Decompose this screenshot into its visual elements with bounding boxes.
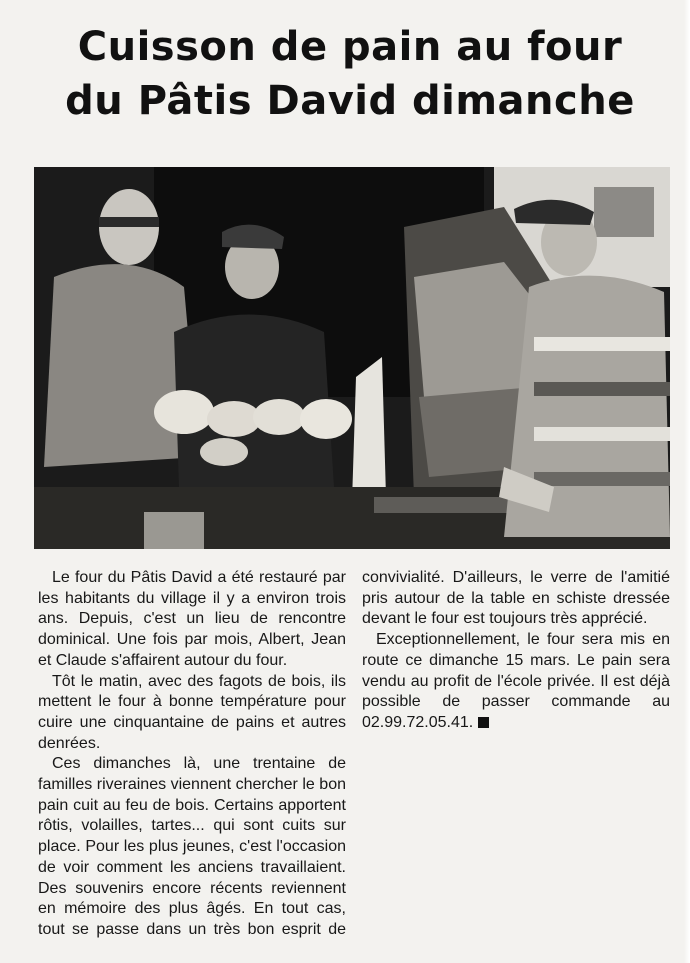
headline xyxy=(20,20,680,128)
headline-line-1: Cuisson de pain au four xyxy=(77,24,623,70)
article-photo xyxy=(34,167,670,549)
photo-illustration xyxy=(34,167,670,549)
paragraph-4 xyxy=(362,630,670,734)
article-body xyxy=(38,568,670,958)
paragraph-3: Ces dimanches là, une trentaine de familles riveraines viennent chercher le bon pain cuit au feu de bois. Certains apportent rôtis, volailles, tartes... qui sont cuits sur place. Pour les plus jeunes, c'est l'occasion de voir comment les anciens travaillaient. Des souvenirs encore récents reviennent en mémoire des plus âgés. En tout cas, tout se passe dans un très bon esprit de convivialité. D'ailleurs, le verre de l'amitié pris autour de la table en schiste dressée devant le four est toujours très apprécié. xyxy=(38,569,670,938)
paragraph-1: Le four du Pâtis David a été restauré par les habitants du village il y a environ trois ans. Depuis, c'est un lieu de rencontre dominical. Une fois par mois, Albert, Jean et Claude s'affairent autour du four. xyxy=(38,569,346,669)
headline-line-2: du Pâtis David dimanche xyxy=(65,78,635,124)
paper-edge xyxy=(684,0,690,963)
end-mark-icon xyxy=(478,717,489,728)
paragraph-4-text: Exceptionnellement, le four sera mis en route ce dimanche 15 mars. Le pain sera vendu au profit de l'école privée. Il est déjà possible de passer commande au 02.99.72.05.41. xyxy=(362,631,670,731)
paragraph-2: Tôt le matin, avec des fagots de bois, ils mettent le four à bonne température pour cuire une cinquantaine de pains et autres denrées. xyxy=(38,672,346,752)
